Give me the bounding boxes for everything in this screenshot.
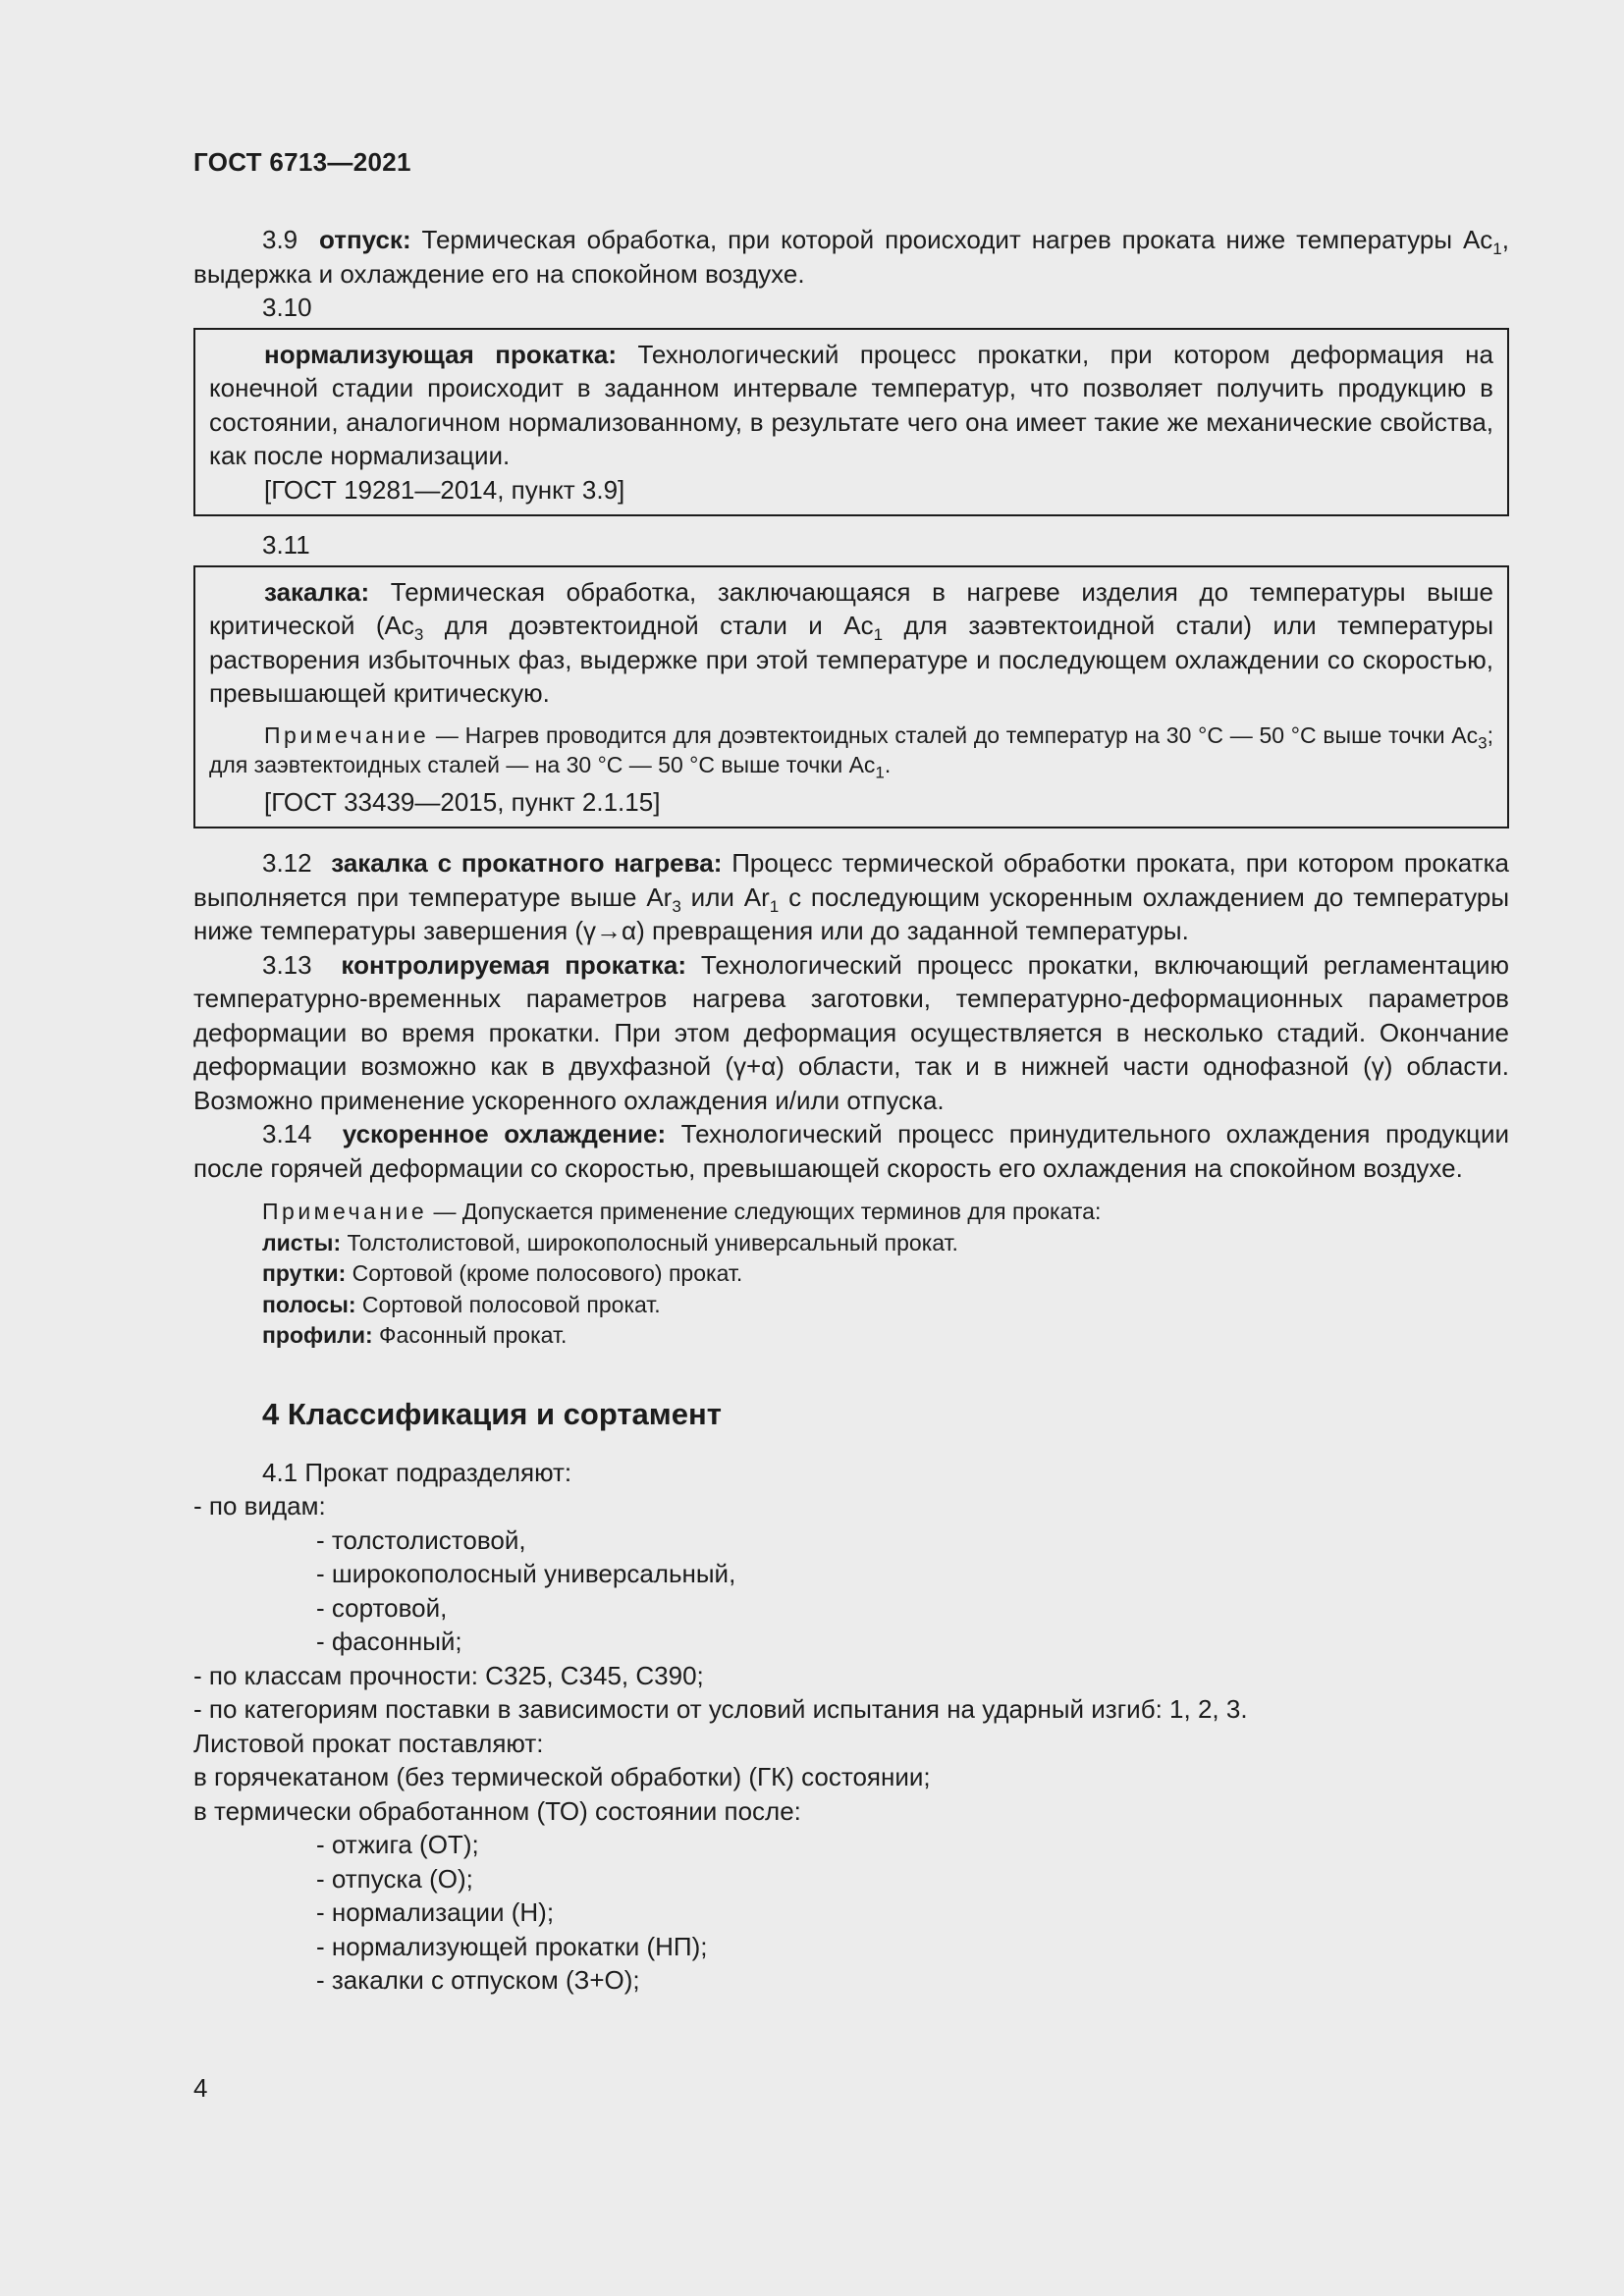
subscript: 1: [875, 763, 885, 782]
note-item: [262, 1228, 1509, 1259]
term-text: Процесс термической обработки проката, при котором прокатка выполняется при температуре выше Ar: [193, 848, 1509, 912]
note-text: .: [884, 751, 892, 777]
document-header: ГОСТ 6713—2021: [193, 147, 411, 177]
source-reference: [ГОСТ 19281—2014, пункт 3.9]: [264, 474, 625, 505]
term-text: с последующим ускоренным охлаждением до температуры ниже температуры завершения (γ→α) превращения или до заданной температуры.: [193, 881, 1510, 945]
note-item-term: полосы:: [262, 1291, 356, 1317]
paragraph: в горячекатаном (без термической обработки) (ГК) состоянии;: [193, 1762, 931, 1791]
note-item-text: Толстолистовой, широкополосный универсальный прокат.: [341, 1229, 958, 1255]
note-label: Примечание: [262, 1199, 428, 1224]
note-text: — Нагрев проводится для доэвтектоидных сталей до температур на 30 °С — 50 °С выше точки Ac: [429, 721, 1479, 748]
list-item: - сортовой,: [316, 1592, 448, 1623]
subscript: 3: [413, 625, 424, 645]
clause-4-1: 4.1 Прокат подразделяют:: [262, 1457, 572, 1487]
term-number: 3.13: [262, 949, 312, 980]
term-definition: [209, 575, 1493, 711]
list-heading: - по категориям поставки в зависимости от условий испытания на ударный изгиб: 1, 2, 3.: [193, 1694, 1248, 1724]
term-text: Технологический процесс прокатки, включающий регламентацию температурно-временных параметров нагрева заготовки, температурно-деформационных параметров деформации во время прокатки. При этом деформация осуществляется в несколько стадий. Окончание деформации возможно как в двухфазной (γ+α) области, так и в нижней части однофазной (γ) области. Возможно применение ускоренного охлаждения и/или отпуска.: [193, 949, 1509, 1115]
term-text: Технологический процесс прокатки, при котором деформация на конечной стадии происходит в заданном интервале температур, что позволяет получить продукцию в состоянии, аналогичном нормализованному, в результате чего она имеет такие же механические свойства, как после нормализации.: [209, 339, 1493, 470]
paragraph: Листовой прокат поставляют:: [193, 1728, 544, 1758]
section-title: 4 Классификация и сортамент: [262, 1396, 722, 1431]
subscript: 1: [873, 625, 884, 645]
note-text: — Допускается применение следующих терминов для проката:: [427, 1199, 1102, 1224]
term-name: отпуск:: [318, 225, 411, 254]
note-item: [262, 1320, 1509, 1352]
term-name: ускоренное охлаждение:: [342, 1119, 667, 1148]
note-item: [262, 1290, 1509, 1321]
page-number: 4: [193, 2073, 208, 2103]
list-item: - широкополосный универсальный,: [316, 1559, 736, 1588]
list-item: - отпуска (О);: [316, 1863, 473, 1894]
term-text: для заэвтектоидной стали) или температуры растворения избыточных фаз, выдержке при этой температуре и последующем охлаждении со скоростью, превышающей критическую.: [209, 611, 1494, 708]
term-3-13: [193, 948, 1509, 1118]
subscript: 1: [1492, 240, 1502, 259]
note-item-text: Фасонный прокат.: [372, 1322, 568, 1348]
note-item-term: профили:: [262, 1322, 373, 1348]
term-text: Термическая обработка, заключающаяся в нагреве изделия до температуры выше критической (Ac: [209, 576, 1493, 640]
term-number-3-10: 3.10: [262, 293, 312, 322]
subscript: 1: [769, 896, 780, 916]
term-number: 3.12: [262, 848, 312, 878]
subscript: 3: [672, 896, 681, 916]
term-box-3-10: [193, 328, 1509, 517]
term-name: контролируемая прокатка:: [341, 949, 687, 980]
term-3-14: [193, 1117, 1509, 1185]
note-text: ; для заэвтектоидных сталей — на 30 °С — 50 °С выше точки Ac: [209, 721, 1493, 777]
term-definition: [209, 338, 1493, 473]
term-text: , выдержка и охлаждение его на спокойном воздухе.: [193, 225, 1509, 289]
term-number: 3.14: [262, 1119, 312, 1148]
subscript: 3: [1478, 733, 1488, 753]
list-item: - отжига (ОТ);: [316, 1830, 479, 1859]
list-item: - толстолистовой,: [316, 1524, 526, 1555]
document-body: [193, 223, 1509, 1998]
list-item: - фасонный;: [316, 1627, 462, 1656]
terms-note: [193, 1197, 1509, 1352]
list-heading: - по классам прочности: С325, С345, С390;: [193, 1660, 704, 1690]
term-box-3-11: [193, 565, 1509, 829]
note-label: Примечание: [264, 721, 430, 748]
term-name: закалка:: [264, 576, 370, 607]
term-3-9: [193, 223, 1509, 291]
source-reference: [ГОСТ 33439—2015, пункт 2.1.15]: [264, 786, 661, 817]
term-note: [209, 721, 1493, 782]
note-item-term: листы:: [262, 1229, 342, 1255]
term-text: для доэвтектоидной стали и Ac: [423, 611, 874, 640]
term-name: закалка с прокатного нагрева:: [331, 848, 723, 878]
note-item: [262, 1258, 1509, 1290]
list-item: - закалки с отпуском (З+О);: [316, 1965, 640, 1995]
note-intro: [262, 1197, 1509, 1228]
note-item-text: Сортовой полосовой прокат.: [355, 1291, 661, 1317]
list-item: - нормализации (Н);: [316, 1897, 555, 1927]
term-text: Термическая обработка, при которой происходит нагрев проката ниже температуры Ac: [410, 225, 1493, 254]
note-item-text: Сортовой (кроме полосового) прокат.: [346, 1260, 743, 1286]
term-number: 3.9: [262, 225, 298, 254]
paragraph: в термически обработанном (ТО) состоянии после:: [193, 1795, 801, 1826]
term-text: или Ar: [680, 881, 770, 912]
term-name: нормализующая прокатка:: [264, 339, 618, 369]
term-3-12: [193, 846, 1509, 948]
list-item: - нормализующей прокатки (НП);: [316, 1931, 708, 1961]
note-item-term: прутки:: [262, 1260, 347, 1286]
list-heading: - по видам:: [193, 1491, 326, 1521]
term-text: Технологический процесс принудительного охлаждения продукции после горячей деформации со скоростью, превышающей скорость его охлаждения на спокойном воздухе.: [193, 1119, 1509, 1183]
term-number-3-11: 3.11: [262, 530, 310, 560]
